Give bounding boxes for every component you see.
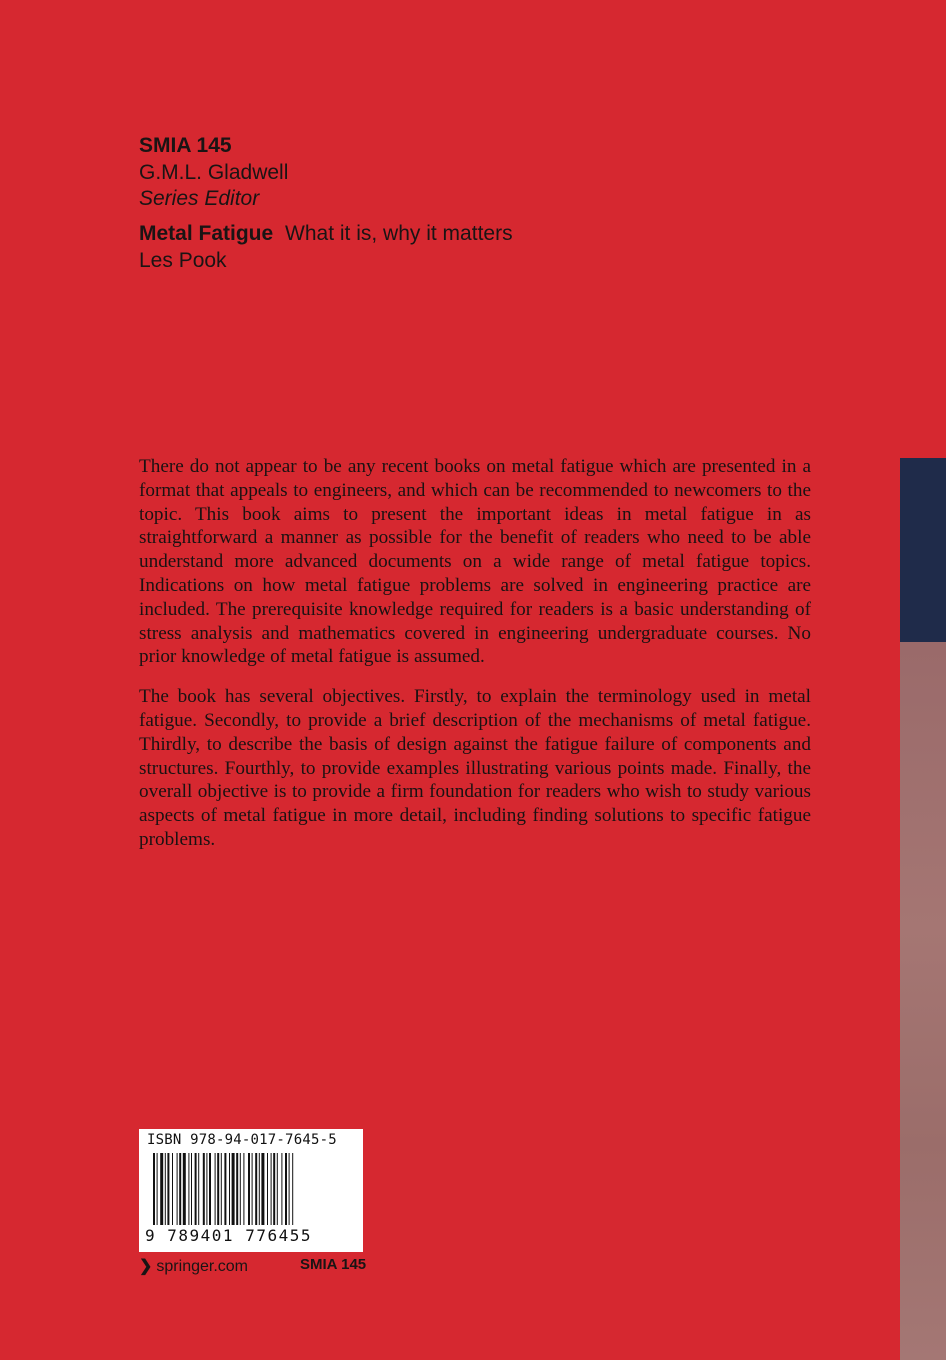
publisher-link-text: springer.com — [156, 1258, 248, 1275]
chevron-right-icon: ❯ — [139, 1258, 153, 1275]
barcode-digits: 9 789401 776455 — [145, 1226, 312, 1245]
series-code: SMIA 145 — [139, 134, 232, 157]
title-line — [139, 220, 513, 248]
spine-photo-band — [900, 642, 946, 1360]
editor-name: G.M.L. Gladwell — [139, 161, 289, 184]
footer-series-code: SMIA 145 — [300, 1256, 367, 1273]
editor-role: Series Editor — [139, 187, 260, 210]
cover-header — [139, 132, 513, 274]
spine-edge-strip — [900, 458, 946, 1360]
book-title: Metal Fatigue — [139, 222, 274, 245]
isbn-label: ISBN 978-94-017-7645-5 — [147, 1132, 337, 1148]
author-name: Les Pook — [139, 249, 227, 272]
isbn-barcode — [139, 1129, 363, 1252]
blurb-paragraph-2: The book has several objectives. Firstly, to explain the terminology used in metal fatigue. Secondly, to provide a brief description of the mechanisms of metal fatigue. Thirdly, to describe the basis of design against the fatigue failure of components and structures. Fourthly, to provide examples illustrating various points made. Finally, the overall objective is to provide a firm foundation for readers who wish to study various aspects of metal fatigue in more detail, including finding solutions to specific fatigue problems. — [139, 686, 811, 850]
blurb-text — [139, 455, 811, 868]
publisher-link[interactable] — [139, 1256, 248, 1276]
blurb-paragraph-1: There do not appear to be any recent books on metal fatigue which are presented in a format that appeals to engineers, and which can be recommended to newcomers to the topic. This book aims to present the important ideas in metal fatigue in as straightforward a manner as possible for the benefit of readers who need to be able understand more advanced documents on a wide range of metal fatigue topics. Indications on how metal fatigue problems are solved in engineering practice are included. The prerequisite knowledge required for readers is a basic understanding of stress analysis and mathematics covered in engineering undergraduate courses. No prior knowledge of metal fatigue is assumed. — [139, 456, 811, 668]
book-subtitle: What it is, why it matters — [285, 222, 513, 245]
barcode-bars — [153, 1153, 351, 1225]
spine-navy-band — [900, 458, 946, 642]
